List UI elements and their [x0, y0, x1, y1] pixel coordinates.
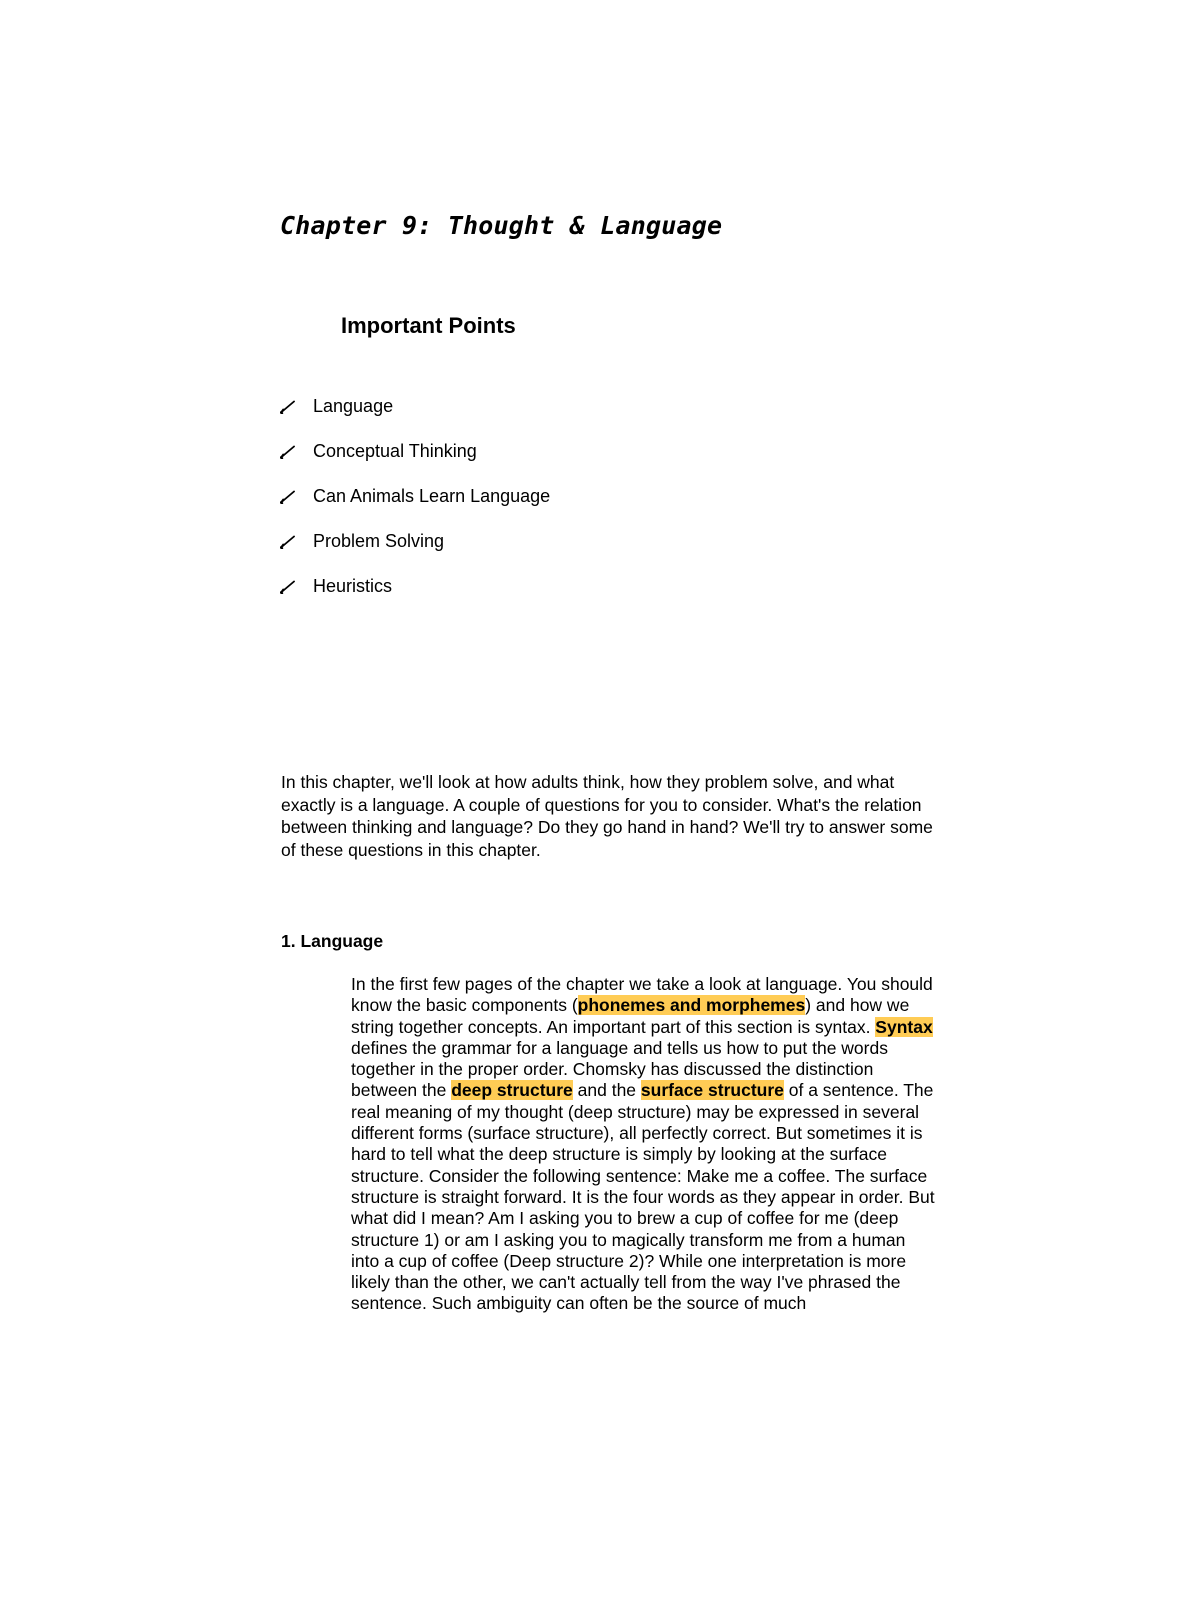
body-text: of a sentence. The real meaning of my thought (deep structure) may be expressed in several different forms (surface structure), all perfectly correct. But sometimes it is hard to tell what the deep structure is simply by looking at the surface structure. Consider the following sentence: Make me a coffee. The surface structure is straight forward. It is the four words as they appear in order. But what did I mean? Am I asking you to brew a cup of coffee for me (deep structure 1) or am I asking you to magically transform me from a human into a cup of coffee (Deep structure 2)? While one interpretation is more likely than the other, we can't actually tell from the way I've phrased the sentence. Such ambiguity can often be the source of much: [351, 1080, 935, 1314]
highlighted-term-surface-structure: surface structure: [640, 1080, 784, 1101]
list-item-label: Language: [313, 396, 394, 416]
list-item: [280, 564, 550, 609]
highlighted-term-syntax: Syntax: [875, 1016, 933, 1037]
check-mark-icon: [280, 445, 295, 459]
body-text: In the first few pages of the chapter we take a look at language. You should know the basic components (: [351, 974, 933, 1016]
body-text: ) and how we string together concepts. An important part of this section is syntax.: [351, 995, 910, 1037]
list-item: [280, 384, 550, 429]
check-mark-icon: [280, 580, 295, 594]
list-item: [280, 519, 550, 564]
check-mark-icon: [280, 535, 295, 549]
list-item: [280, 474, 550, 519]
list-item-label: Heuristics: [313, 576, 393, 596]
body-text: and the: [572, 1080, 641, 1101]
body-text: defines the grammar for a language and tells us how to put the words together in the proper order. Chomsky has discussed the distinction between the: [351, 1037, 888, 1101]
list-item-label: Can Animals Learn Language: [313, 486, 551, 506]
highlighted-term-deep-structure: deep structure: [451, 1080, 573, 1101]
list-item: [280, 429, 550, 474]
important-points-heading: Important Points: [341, 313, 516, 338]
important-points-list: [280, 384, 550, 609]
list-item-label: Problem Solving: [313, 531, 445, 551]
highlighted-term-phonemes-morphemes: phonemes and morphemes: [577, 995, 806, 1016]
section-heading-language: 1. Language: [281, 931, 384, 951]
language-body-paragraph: [351, 974, 936, 1315]
list-item-label: Conceptual Thinking: [313, 441, 477, 461]
check-mark-icon: [280, 400, 295, 414]
chapter-title: Chapter 9: Thought & Language: [280, 211, 723, 240]
intro-paragraph: In this chapter, we'll look at how adults think, how they problem solve, and what exactly is a language. A couple of questions for you to consider. What's the relation between thinking and language? Do they go hand in hand? We'll try to answer some of these questions in this chapter.: [281, 772, 933, 860]
check-mark-icon: [280, 490, 295, 504]
